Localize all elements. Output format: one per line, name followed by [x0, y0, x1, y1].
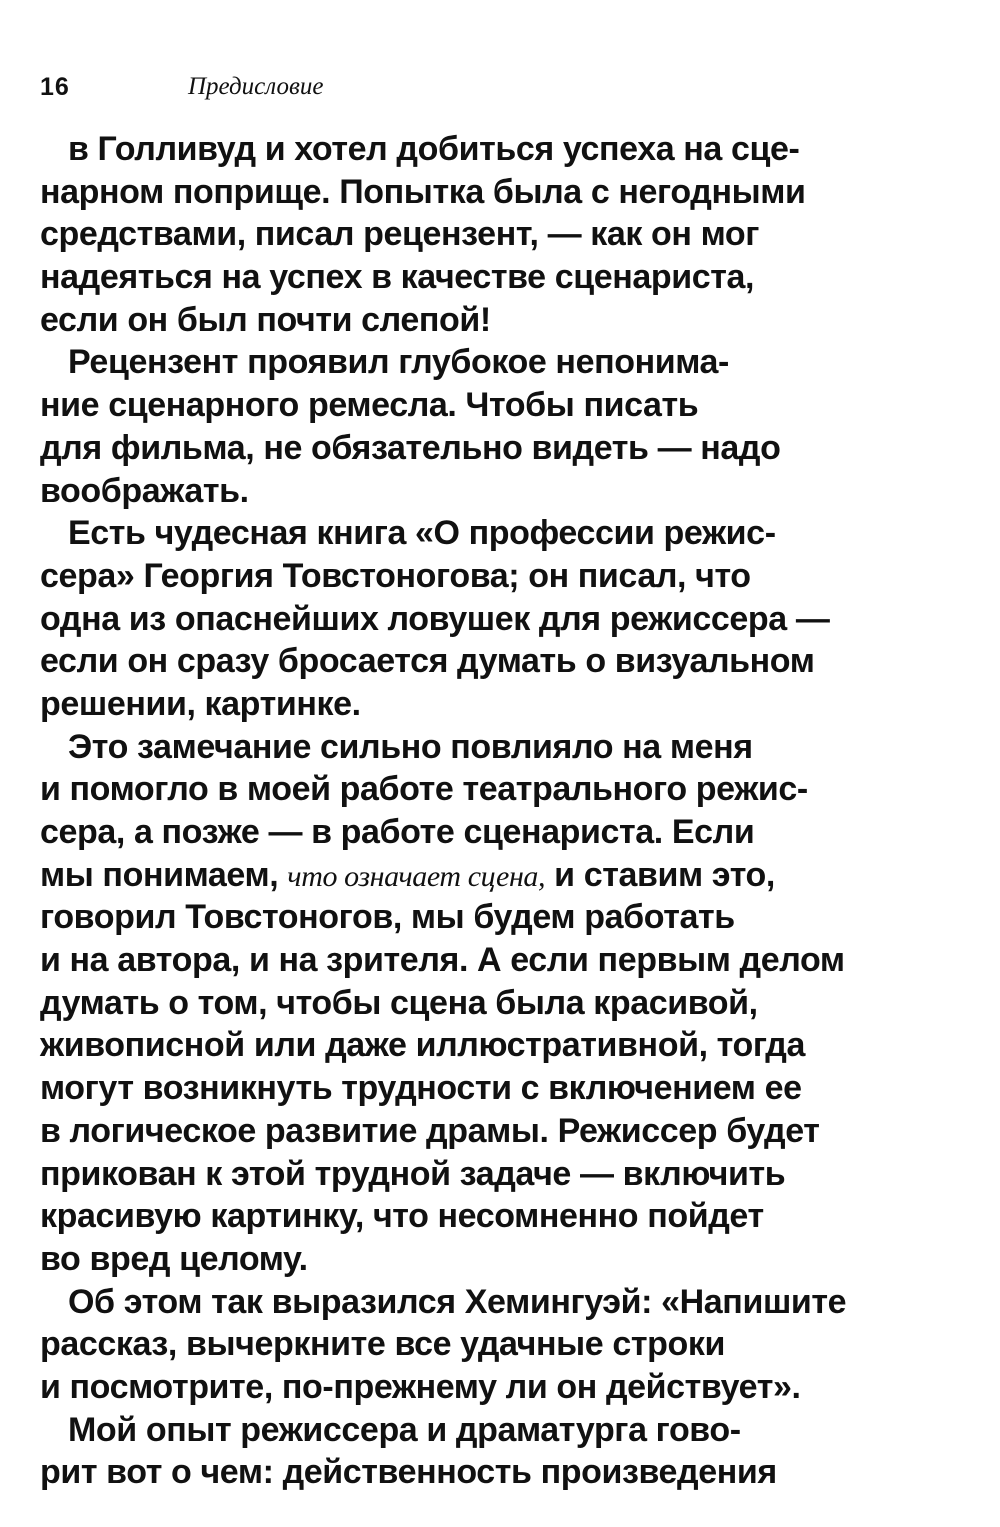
running-head: [40, 70, 960, 110]
text-line: могут возникнуть трудности с включением ее: [40, 1069, 802, 1108]
text-line: рит вот о чем: действенность произведения: [40, 1453, 777, 1492]
text-line: Мой опыт режиссера и драматурга гово-: [68, 1410, 741, 1449]
text-line: надеяться на успех в качестве сценариста,: [40, 258, 755, 297]
text-line: если он был почти слепой!: [40, 300, 491, 339]
text-line: и посмотрите, по-прежнему ли он действует».: [40, 1367, 801, 1406]
text-line: мы понимаем, что означает сцена, и ставим это,: [40, 855, 775, 894]
text-line: и помогло в моей работе театрального режис-: [40, 770, 808, 809]
text-line: думать о том, чтобы сцена была красивой,: [40, 983, 758, 1022]
text-line: одна из опаснейших ловушек для режиссера —: [40, 599, 830, 638]
text-line: Это замечание сильно повлияло на меня: [68, 727, 753, 766]
section-title: Предисловие: [188, 73, 324, 100]
body-text: [40, 128, 970, 1494]
text-line: Об этом так выразился Хемингуэй: «Напишите: [68, 1282, 847, 1321]
emphasized-phrase: что означает сцена,: [287, 859, 546, 893]
text-line: прикован к этой трудной задаче — включить: [40, 1154, 786, 1193]
text-line: во вред целому.: [40, 1239, 308, 1278]
text-line: Есть чудесная книга «О профессии режис-: [68, 514, 776, 553]
text-line: решении, картинке.: [40, 684, 361, 723]
text-line: ние сценарного ремесла. Чтобы писать: [40, 386, 699, 425]
text-line: живописной или даже иллюстративной, тогда: [40, 1026, 805, 1065]
text-line: сера, а позже — в работе сценариста. Если: [40, 813, 755, 851]
text-line: для фильма, не обязательно видеть — надо: [40, 428, 781, 467]
text-line: и на автора, и на зрителя. А если первым делом: [40, 941, 845, 980]
page-number: 16: [40, 73, 70, 101]
text-line: воображать.: [40, 471, 249, 510]
text-line: говорил Товстоногов, мы будем работать: [40, 898, 735, 937]
text-line: в Голливуд и хотел добиться успеха на сце-: [68, 130, 800, 168]
text-line: красивую картинку, что несомненно пойдет: [40, 1197, 764, 1236]
text-line: сера» Георгия Товстоногова; он писал, что: [40, 556, 751, 595]
text-line: в логическое развитие драмы. Режиссер будет: [40, 1111, 820, 1150]
text-line: если он сразу бросается думать о визуальном: [40, 642, 815, 681]
text-line: средствами, писал рецензент, — как он мог: [40, 215, 760, 254]
text-line: нарном поприще. Попытка была с негодными: [40, 172, 806, 211]
text-line: Рецензент проявил глубокое непонима-: [68, 343, 729, 382]
text-line: рассказ, вычеркните все удачные строки: [40, 1325, 725, 1364]
